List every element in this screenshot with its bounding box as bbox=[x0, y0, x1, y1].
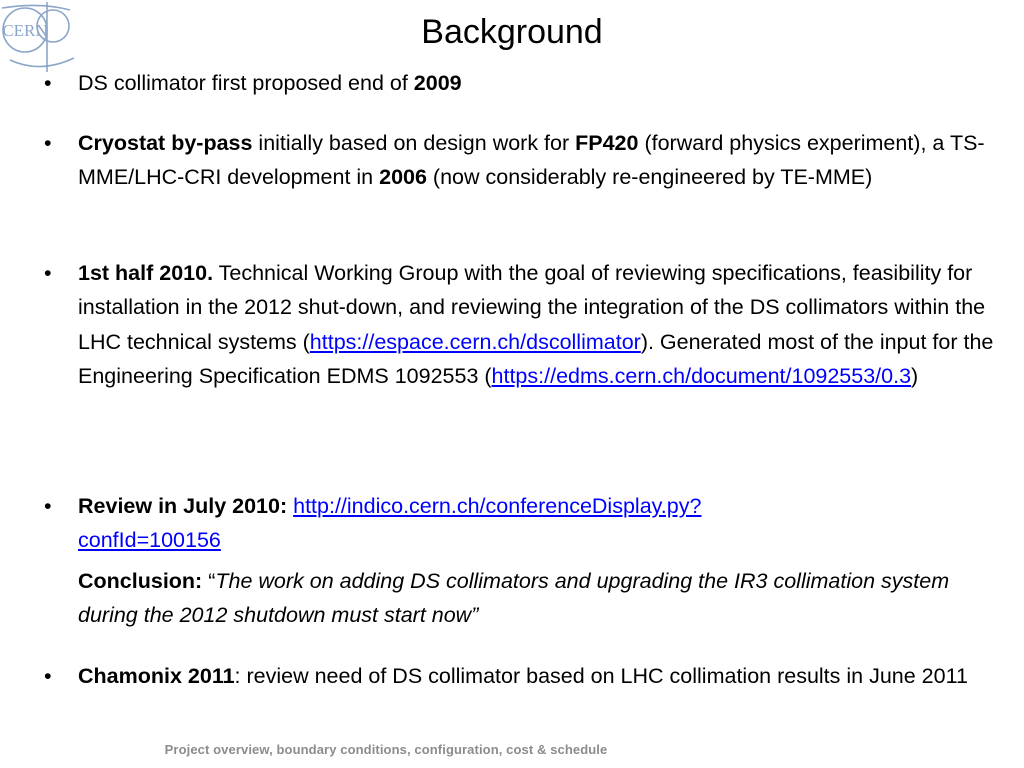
bullet-text bbox=[78, 261, 993, 388]
bullet-dot-icon: • bbox=[44, 261, 52, 285]
text: ) bbox=[911, 363, 919, 388]
bullet-dot-icon: • bbox=[44, 494, 52, 518]
bold-text: Chamonix 2011 bbox=[78, 664, 235, 688]
cern-logo-text: CERN bbox=[2, 21, 48, 40]
conclusion-paragraph bbox=[78, 564, 978, 633]
bold-text: 2009 bbox=[413, 71, 462, 95]
text: : review need of DS collimator based on LHC collimation results in June 2011 bbox=[234, 664, 968, 688]
bullet-dot-icon: • bbox=[44, 131, 52, 155]
link[interactable]: http://indico.cern.ch/conferenceDisplay.py?confId=100156 bbox=[78, 494, 702, 553]
text: Technical Working Group with the goal of reviewing specifications, feasibility for installation in the 2012 shut-down, and reviewing the integration of the DS collimators within the LHC technical systems ( bbox=[78, 261, 986, 354]
slide-title: Background bbox=[421, 13, 603, 51]
link[interactable]: https://edms.cern.ch/document/1092553/0.3 bbox=[491, 363, 912, 388]
bold-text: Cryostat by-pass bbox=[78, 131, 253, 155]
conclusion-text: The work on adding DS collimators and upgrading the IR3 collimation system during the 2012 shutdown must start now” bbox=[78, 569, 950, 628]
bold-text: FP420 bbox=[575, 131, 639, 155]
bullet-dot-icon: • bbox=[44, 664, 52, 688]
bullet-item bbox=[44, 66, 998, 100]
conclusion-open-quote: “ bbox=[202, 569, 216, 593]
text: initially based on design work for bbox=[252, 131, 576, 155]
link[interactable]: https://espace.cern.ch/dscollimator bbox=[309, 329, 641, 354]
text: DS collimator first proposed end of bbox=[78, 71, 414, 95]
bullet-dot-icon: • bbox=[44, 71, 52, 95]
bullet-text bbox=[78, 494, 701, 552]
bold-text: 1st half 2010. bbox=[78, 261, 214, 285]
text: (forward physics experiment), a TS-MME/LHC-CRI development in bbox=[78, 131, 985, 190]
bullet-text bbox=[78, 664, 968, 688]
bullet-item bbox=[44, 659, 998, 693]
bullet-item bbox=[44, 256, 998, 393]
bullet-item bbox=[44, 489, 798, 558]
bold-text: 2006 bbox=[379, 165, 427, 190]
footer-text: Project overview, boundary conditions, configuration, cost & schedule bbox=[164, 742, 608, 757]
conclusion-label: Conclusion: bbox=[78, 569, 203, 593]
bullet-text bbox=[78, 71, 462, 95]
bold-text: Review in July 2010: bbox=[78, 494, 288, 518]
text: ). Generated most of the input for the Engineering Specification EDMS 1092553 ( bbox=[78, 329, 994, 388]
bullet-text bbox=[78, 131, 985, 189]
text: (now considerably re-engineered by TE-MME) bbox=[426, 165, 873, 190]
slide-footer bbox=[0, 742, 1024, 757]
bullet-item bbox=[44, 126, 998, 195]
